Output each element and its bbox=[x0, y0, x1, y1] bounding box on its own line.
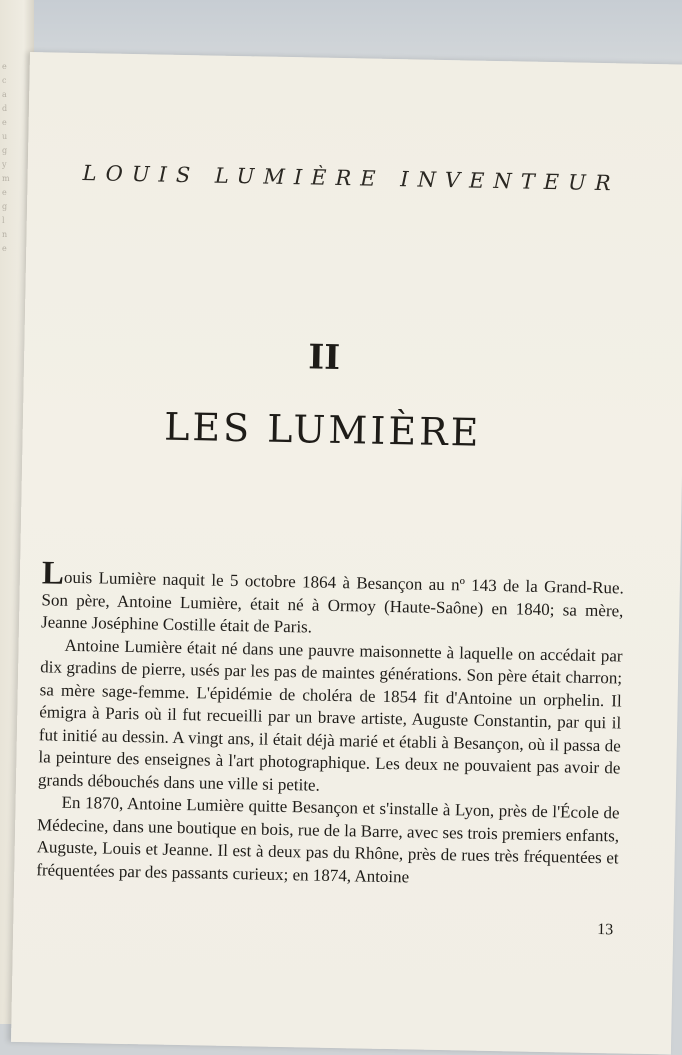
previous-page-text-fragment: e c a d e u g y m e g l n e bbox=[2, 62, 10, 253]
drop-cap: L bbox=[41, 555, 65, 592]
paragraph-3 bbox=[36, 791, 620, 892]
page-number: 13 bbox=[597, 921, 614, 939]
paragraph-2-text: Antoine Lumière était né dans une pauvre maisonnette à laquelle on accédait par dix gradins de pierre, usés par les pas de maintes générations. Son père était charron; sa mère sage-femme. L'épidémie de choléra de 1854 fit d'Antoine un orphelin. Il émigra à Paris où il fut recueilli par un brave artiste, Auguste Constantin, par qui il fut initié au dessin. A vingt ans, il était déjà marié et établi à Besançon, où il passa de la peinture des enseignes à l'art photographique. Les deux ne pouvaient pas avoir de grands débouchés dans une ville si petite. bbox=[37, 635, 623, 795]
chapter-body bbox=[36, 555, 625, 892]
chapter-title: LES LUMIÈRE bbox=[163, 404, 482, 455]
paragraph-3-text: En 1870, Antoine Lumière quitte Besançon et s'installe à Lyon, près de l'École de Médecine, dans une boutique en bois, rue de la Barre, avec ses trois premiers enfants, Auguste, Louis et Jeanne. Il est à deux pas du Rhône, près de rues très fréquentées et fréquentées par des passants curieux; en 1874, Antoine bbox=[36, 792, 620, 886]
book-page bbox=[11, 52, 682, 1054]
paragraph-2 bbox=[38, 634, 623, 803]
paragraph-1-text: ouis Lumière naquit le 5 octobre 1864 à Besançon au nº 143 de la Grand-Rue. Son père, Antoine Lumière, était né à Ormoy (Haute-Saône) en 1840; sa mère, Jeanne Joséphine Costille était de Paris. bbox=[40, 567, 625, 637]
running-head: LOUIS LUMIÈRE INVENTEUR bbox=[82, 161, 620, 196]
paragraph-1 bbox=[40, 555, 625, 645]
chapter-number: II bbox=[307, 337, 341, 379]
